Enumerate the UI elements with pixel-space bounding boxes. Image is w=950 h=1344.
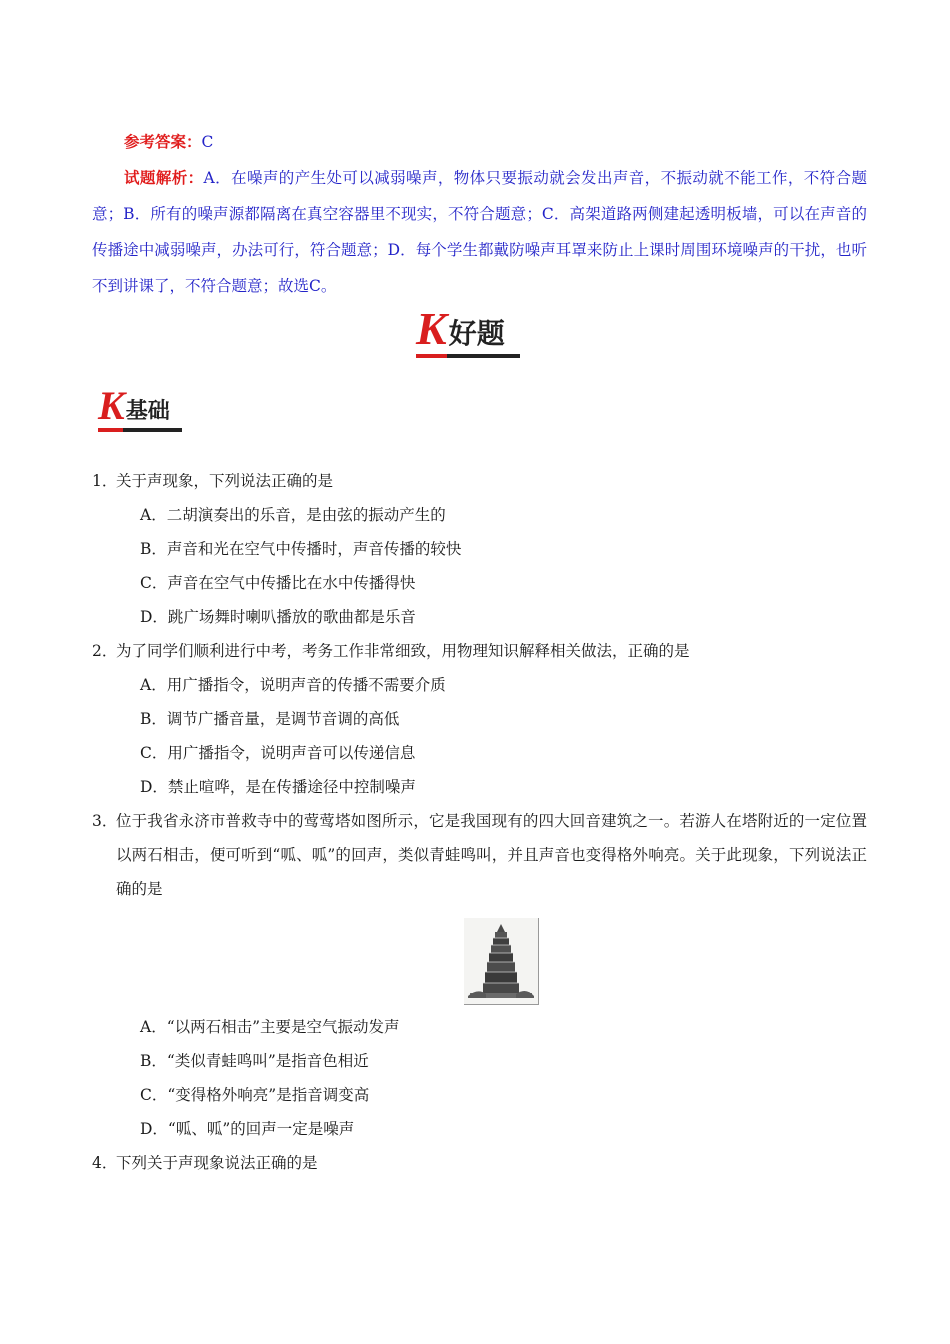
option-d: D．禁止喧哗，是在传播途径中控制噪声 bbox=[140, 778, 416, 796]
answer-analysis-block bbox=[92, 124, 867, 304]
option-a: A．用广播指令，说明声音的传播不需要介质 bbox=[140, 676, 446, 694]
section-underline bbox=[98, 428, 182, 432]
option-c: C．“变得格外响亮”是指音调变高 bbox=[140, 1086, 370, 1104]
pagoda-icon bbox=[464, 918, 538, 1004]
reference-answer-value: C bbox=[201, 133, 214, 151]
option-d: D．跳广场舞时喇叭播放的歌曲都是乐音 bbox=[140, 608, 416, 626]
question-number: 2． bbox=[92, 642, 118, 660]
banner-underline bbox=[416, 354, 520, 358]
banner-k-logo: K bbox=[416, 303, 447, 354]
question-stem: 位于我省永济市普救寺中的莺莺塔如图所示，它是我国现有的四大回音建筑之一。若游人在塔附近的一定位置以两石相击，便可听到“呱、呱”的回声，类似青蛙鸣叫，并且声音也变得格外响亮。关于此现象，下列说法正确的是 bbox=[116, 812, 867, 898]
reference-answer-line bbox=[92, 124, 867, 160]
option-b: B．“类似青蛙鸣叫”是指音色相近 bbox=[140, 1052, 369, 1070]
basic-section-banner bbox=[98, 383, 170, 428]
option-c: C．用广播指令，说明声音可以传递信息 bbox=[140, 744, 416, 762]
reference-answer-label: 参考答案： bbox=[124, 132, 202, 151]
option-b: B．调节广播音量，是调节音调的高低 bbox=[140, 710, 400, 728]
question-number: 1． bbox=[92, 472, 118, 490]
question-stem: 关于声现象，下列说法正确的是 bbox=[116, 472, 334, 490]
option-a: A．二胡演奏出的乐音，是由弦的振动产生的 bbox=[140, 506, 446, 524]
question-list bbox=[92, 464, 867, 1180]
question-2 bbox=[92, 634, 867, 804]
pagoda-image bbox=[464, 918, 539, 1005]
analysis-paragraph bbox=[92, 160, 867, 304]
option-c: C．声音在空气中传播比在水中传播得快 bbox=[140, 574, 416, 592]
question-4 bbox=[92, 1146, 867, 1180]
analysis-label: 试题解析： bbox=[124, 168, 204, 187]
good-questions-banner bbox=[416, 303, 505, 354]
figure-container bbox=[116, 906, 867, 1010]
banner-title: 好题 bbox=[448, 317, 505, 350]
section-k-logo: K bbox=[98, 383, 125, 428]
question-stem: 下列关于声现象说法正确的是 bbox=[116, 1154, 318, 1172]
question-1 bbox=[92, 464, 867, 634]
question-3 bbox=[92, 804, 867, 1146]
question-number: 3． bbox=[92, 812, 118, 830]
question-number: 4． bbox=[92, 1154, 118, 1172]
analysis-text: A．在噪声的产生处可以减弱噪声，物体只要振动就会发出声音，不振动就不能工作，不符合题意；B．所有的噪声源都隔离在真空容器里不现实，不符合题意；C．高架道路两侧建起透明板墙，可以在声音的传播途中减弱噪声，办法可行，符合题意；D．每个学生都戴防噪声耳罩来防止上课时周围环境噪声的干扰，也听不到讲课了，不符合题意；故选C。 bbox=[92, 169, 867, 295]
option-d: D．“呱、呱”的回声一定是噪声 bbox=[140, 1120, 355, 1138]
option-a: A．“以两石相击”主要是空气振动发声 bbox=[140, 1018, 400, 1036]
option-b: B．声音和光在空气中传播时，声音传播的较快 bbox=[140, 540, 462, 558]
question-stem: 为了同学们顺利进行中考，考务工作非常细致，用物理知识解释相关做法，正确的是 bbox=[116, 642, 690, 660]
section-title: 基础 bbox=[125, 398, 170, 424]
